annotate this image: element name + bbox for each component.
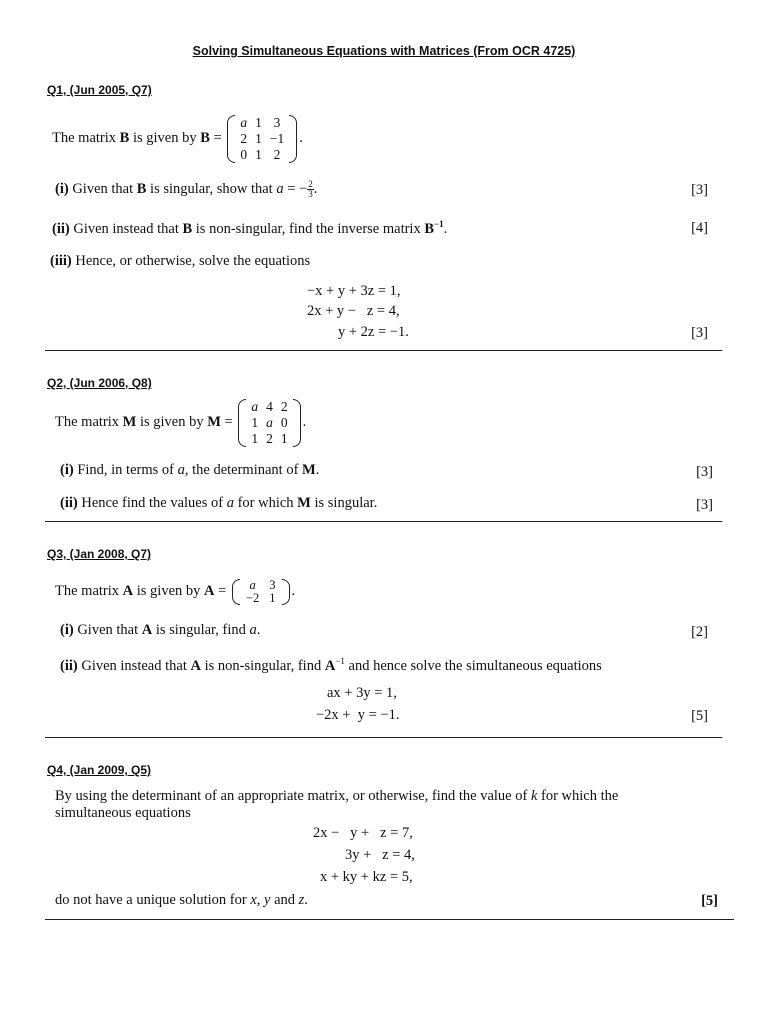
divider-1 (45, 350, 722, 351)
q1-part-i: (i) Given that B is singular, show that a = − $\frac{2}{3}$ . (55, 179, 318, 199)
q4-equation-1: 2x − y + z = 7, (313, 825, 413, 841)
q2-intro: The matrix M is given by M = a 4 2 1 a 0 1 2 1 . (55, 398, 307, 446)
q2-heading: Q2, (Jun 2006, Q8) (47, 376, 152, 390)
q4-text-2: simultaneous equations (55, 805, 191, 821)
q2-part-ii-mark: [3] (696, 497, 713, 513)
q1-heading: Q1, (Jun 2005, Q7) (47, 83, 152, 97)
divider-3 (45, 737, 722, 738)
divider-2 (45, 521, 722, 522)
q4-equation-3: x + ky + kz = 5, (320, 869, 413, 885)
matrix-a: a 3 −2 1 (232, 579, 290, 605)
q3-part-i: (i) Given that A is singular, find a. (60, 622, 261, 638)
matrix-m: a 4 2 1 a 0 1 2 1 (238, 399, 300, 447)
q1-intro: The matrix B is given by B = a 1 3 2 1 −1 0 1 2 . (52, 114, 303, 162)
q3-part-i-mark: [2] (691, 624, 708, 640)
q4-equation-2: 3y + z = 4, (345, 847, 415, 863)
q4-text-3: do not have a unique solution for x, y and z. (55, 892, 308, 908)
matrix-b: a 1 3 2 1 −1 0 1 2 (227, 115, 297, 163)
q1-part-ii-mark: [4] (691, 220, 708, 236)
q3-equation-2: −2x + y = −1. (316, 707, 400, 723)
q1-equation-2: 2x + y − z = 4, (307, 303, 400, 319)
q4-heading: Q4, (Jan 2009, Q5) (47, 763, 152, 777)
q2-part-ii: (ii) Hence find the values of a for which M is singular. (60, 495, 378, 511)
q3-intro: The matrix A is given by A = a 3 −2 1 . (55, 577, 296, 605)
q1-equation-3: y + 2z = −1. (338, 324, 409, 340)
q4-text-1: By using the determinant of an appropriate matrix, or otherwise, find the value of k for which the (55, 788, 619, 804)
page-title: Solving Simultaneous Equations with Matrices (From OCR 4725) (192, 44, 576, 58)
divider-4 (45, 919, 734, 920)
q1-equation-1: −x + y + 3z = 1, (307, 283, 401, 299)
q2-part-i-mark: [3] (696, 464, 713, 480)
q3-part-ii-mark: [5] (691, 708, 708, 724)
q1-part-iii-mark: [3] (691, 325, 708, 341)
q1-part-iii: (iii) Hence, or otherwise, solve the equations (50, 253, 311, 269)
q4-mark: [5] (701, 893, 718, 909)
q3-heading: Q3, (Jan 2008, Q7) (47, 547, 152, 561)
q1-part-ii: (ii) Given instead that B is non-singular, find the inverse matrix $B^{-1}$. (52, 219, 448, 237)
q1-part-i-mark: [3] (691, 182, 708, 198)
q3-equation-1: ax + 3y = 1, (327, 685, 397, 701)
q2-part-i: (i) Find, in terms of a, the determinant of M. (60, 462, 320, 478)
q3-part-ii: (ii) Given instead that A is non-singular, find $A^{-1}$ and hence solve the simultaneous equations (60, 656, 602, 674)
